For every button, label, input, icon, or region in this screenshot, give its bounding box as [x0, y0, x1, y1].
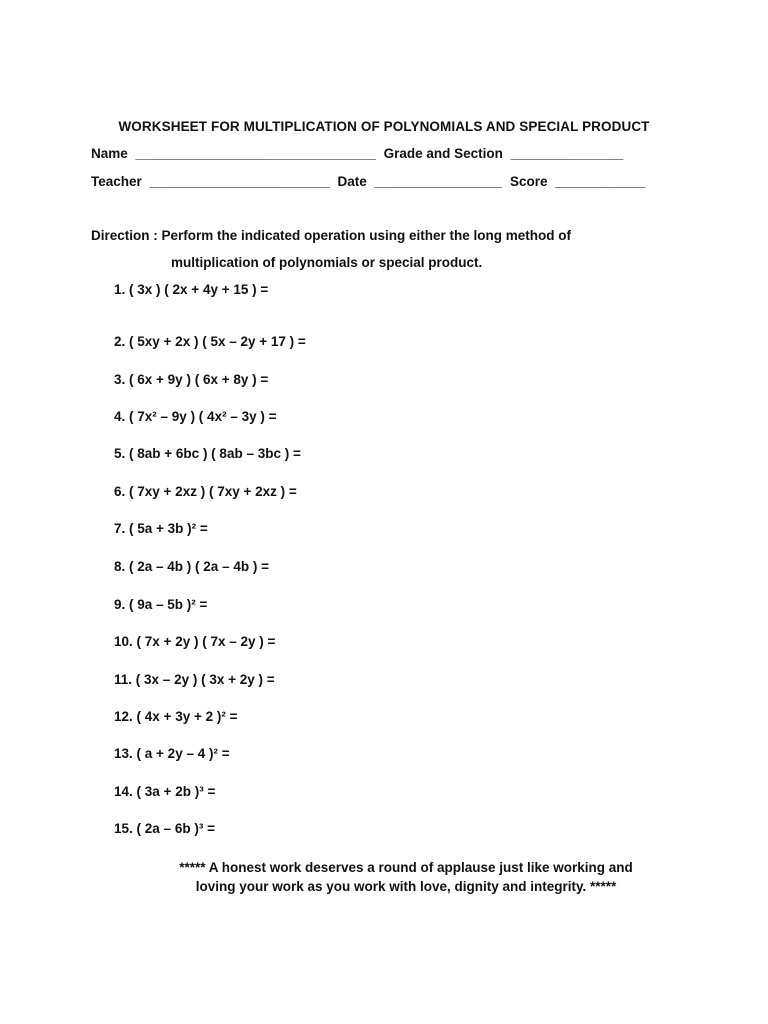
date-label: Date: [337, 174, 367, 189]
problem-expression: ( 2a – 4b ) ( 2a – 4b ) =: [129, 559, 269, 574]
name-blank[interactable]: ________________________________: [135, 146, 376, 161]
problem-expression: ( 5a + 3b )² =: [129, 521, 208, 536]
closing-message: [22, 858, 768, 896]
name-label: Name: [91, 146, 128, 161]
problem-item: [114, 282, 268, 297]
direction-text-continued: multiplication of polynomials or special product.: [171, 255, 483, 270]
problem-item: [114, 746, 230, 761]
problem-item: [114, 372, 268, 387]
problem-item: [114, 821, 215, 836]
problem-number: 15.: [114, 821, 133, 836]
problem-number: 13.: [114, 746, 133, 761]
problem-number: 14.: [114, 784, 133, 799]
problem-item: [114, 446, 301, 461]
score-label: Score: [509, 174, 548, 189]
student-info-row: [91, 146, 681, 161]
grade-section-label: Grade and Section: [383, 146, 503, 161]
problem-number: 9.: [114, 597, 126, 612]
problem-item: [114, 709, 237, 724]
direction-text: Direction : Perform the indicated operation using either the long method of: [91, 228, 572, 243]
problem-item: [114, 521, 208, 536]
problem-number: 1.: [114, 282, 126, 297]
date-blank[interactable]: _________________: [374, 174, 503, 189]
problem-number: 7.: [114, 521, 126, 536]
problem-item: [114, 597, 207, 612]
problem-expression: ( 8ab + 6bc ) ( 8ab – 3bc ) =: [129, 446, 301, 461]
problem-number: 10.: [114, 634, 133, 649]
problem-item: [114, 634, 275, 649]
problem-expression: ( 3x – 2y ) ( 3x + 2y ) =: [135, 672, 275, 687]
problem-expression: ( 3x ) ( 2x + 4y + 15 ) =: [129, 282, 269, 297]
problem-expression: ( 7xy + 2xz ) ( 7xy + 2xz ) =: [129, 484, 297, 499]
teacher-blank[interactable]: ________________________: [149, 174, 330, 189]
problem-item: [114, 784, 215, 799]
problem-expression: ( 4x + 3y + 2 )² =: [136, 709, 238, 724]
problem-item: [114, 334, 306, 349]
grade-section-blank[interactable]: _______________: [510, 146, 624, 161]
problem-number: 12.: [114, 709, 133, 724]
problem-expression: ( a + 2y – 4 )² =: [136, 746, 230, 761]
problem-number: 5.: [114, 446, 126, 461]
problem-expression: ( 9a – 5b )² =: [129, 597, 208, 612]
problem-number: 2.: [114, 334, 126, 349]
problem-number: 6.: [114, 484, 126, 499]
problem-expression: ( 3a + 2b )³ =: [136, 784, 216, 799]
problem-number: 4.: [114, 409, 126, 424]
worksheet-title: WORKSHEET FOR MULTIPLICATION OF POLYNOMIALS AND SPECIAL PRODUCT: [118, 119, 650, 134]
problem-number: 8.: [114, 559, 126, 574]
closing-message-line: ***** A honest work deserves a round of applause just like working and: [179, 860, 633, 875]
problem-expression: ( 6x + 9y ) ( 6x + 8y ) =: [129, 372, 269, 387]
teacher-info-row: [91, 174, 681, 189]
problem-number: 3.: [114, 372, 126, 387]
problem-expression: ( 2a – 6b )³ =: [136, 821, 215, 836]
problem-item: [114, 484, 297, 499]
score-blank[interactable]: ____________: [555, 174, 646, 189]
problem-item: [114, 559, 269, 574]
problem-expression: ( 7x² – 9y ) ( 4x² – 3y ) =: [129, 409, 277, 424]
problem-item: [114, 672, 275, 687]
problem-item: [114, 409, 276, 424]
problem-number: 11.: [114, 672, 133, 687]
problem-expression: ( 5xy + 2x ) ( 5x – 2y + 17 ) =: [129, 334, 306, 349]
problem-expression: ( 7x + 2y ) ( 7x – 2y ) =: [136, 634, 276, 649]
teacher-label: Teacher: [91, 174, 142, 189]
closing-message-line: loving your work as you work with love, dignity and integrity. *****: [195, 879, 617, 894]
